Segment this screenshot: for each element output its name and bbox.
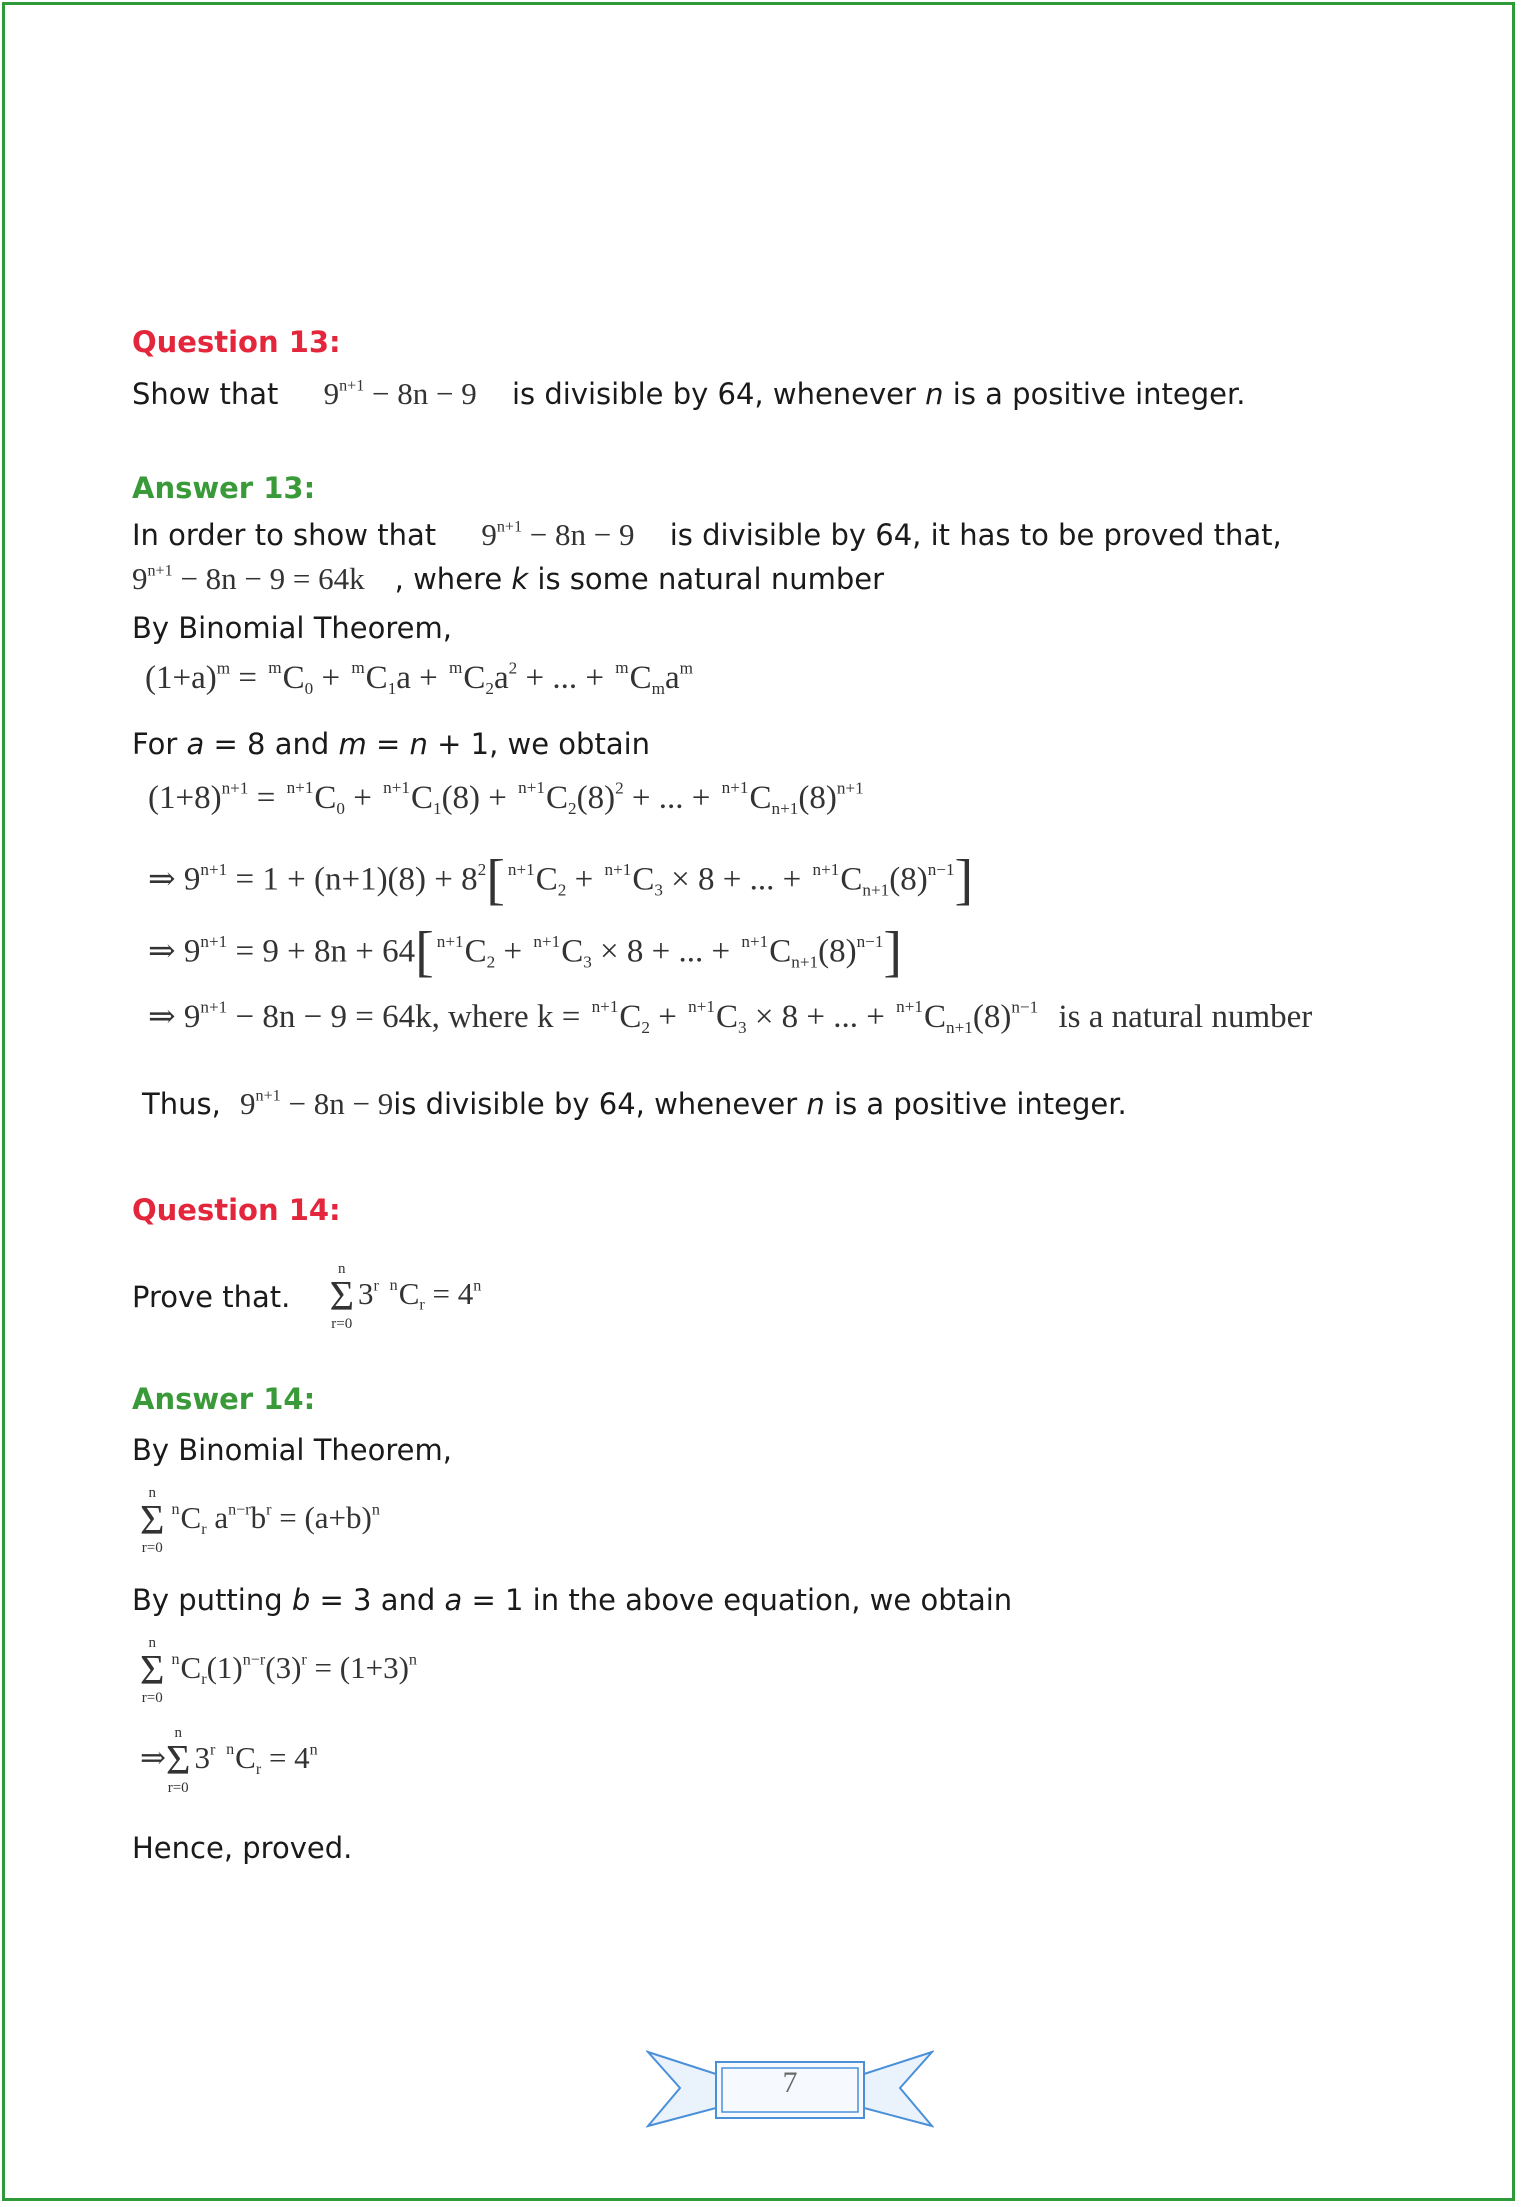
equation-step-2: ⇒ $9^{n+1} = 1 + (n+1)(8) + 8^2$[ $^{n+1}C_2 + ^{n+1}C_3 \times 8$ + ... + $^{n+1}C_{n+1}(8)^{n-1}$] [148, 849, 974, 911]
answer-14-conclusion: Hence, proved. [132, 1831, 353, 1865]
summation-icon: n Σ r=0 [140, 1485, 165, 1556]
equation-step-1: $(1+8)^{n+1} = ^{n+1}C_0 + ^{n+1}C_1(8) + ^{n+1}C_2(8)^2$ + ... + $^{n+1}C_{n+1}(8)^{n+1}$ [148, 778, 864, 818]
math-expression: $9^{n+1} - 8n - 9$ [481, 517, 635, 552]
answer-13-heading: Answer 13: [132, 471, 316, 505]
equation-substituted: n Σ r=0 $^nC_r(1)^{n-r}(3)^r = (1+3)^n$ [140, 1635, 417, 1706]
summation-icon: n Σ r=0 [329, 1261, 355, 1332]
math-expression: $9^{n+1} - 8n - 9$ [240, 1086, 394, 1121]
question-13-heading: Question 13: [132, 325, 341, 359]
binomial-sum-formula: n Σ r=0 $^nC_r$ $a^{n-r}b^r = (a+b)^n$ [140, 1485, 380, 1556]
math-expression: $9^{n+1} - 8n - 9 = 64k$ [132, 561, 365, 596]
summation-icon: n Σ r=0 [165, 1725, 191, 1796]
answer-13-line1: In order to show that $9^{n+1} - 8n - 9$ is divisible by 64, it has to be proved that, [132, 517, 1282, 552]
math-expression: n Σ r=0 3$^r$ $^nC_r = 4^n$ [329, 1261, 482, 1332]
page-number-ribbon [646, 2048, 934, 2128]
putting-line: By putting b = 3 and a = 1 in the above equation, we obtain [132, 1583, 1013, 1617]
page-number: 7 [782, 2066, 798, 2099]
equation-result: ⇒ n Σ r=0 3$^r$ $^nC_r = 4^n$ [140, 1725, 318, 1796]
answer-13-conclusion: Thus, $9^{n+1} - 8n - 9is$ divisible by 64, whenever n is a positive integer. [142, 1086, 1127, 1121]
substitution-line: For a = 8 and m = n + 1, we obtain [132, 727, 651, 761]
question-13-text: Show that $9^{n+1} - 8n - 9$ is divisible by 64, whenever n is a positive integer. [132, 376, 1246, 411]
binomial-intro-2: By Binomial Theorem, [132, 1433, 452, 1467]
binomial-intro: By Binomial Theorem, [132, 611, 452, 645]
natural-number-text: is a natural number [1058, 999, 1313, 1035]
question-14-heading: Question 14: [132, 1193, 341, 1227]
binomial-formula: $(1+a)^m = ^mC_0 + ^mC_1a + ^mC_2a^2$ + ... + $^mC_ma^m$ [145, 658, 693, 698]
answer-14-heading: Answer 14: [132, 1382, 316, 1416]
equation-step-3: ⇒ $9^{n+1} = 9 + 8n + 64$[ $^{n+1}C_2 + ^{n+1}C_3 \times 8$ + ... + $^{n+1}C_{n+1}(8)^{n-1}$] [148, 921, 903, 983]
summation-icon: n Σ r=0 [140, 1635, 165, 1706]
equation-step-4: ⇒ $9^{n+1} - 8n - 9 = 64k$, where $k = ^{n+1}C_2 + ^{n+1}C_3 \times 8$ + ... + $^{n+1}C_{n+1}(8)^{n-1}$ is a natural number [148, 997, 1313, 1037]
answer-13-line2: $9^{n+1} - 8n - 9 = 64k$ , where k is some natural number [132, 561, 885, 596]
question-14-text: Prove that. n Σ r=0 3$^r$ $^nC_r = 4^n$ [132, 1261, 482, 1332]
math-expression: $9^{n+1} - 8n - 9$ [323, 376, 477, 411]
